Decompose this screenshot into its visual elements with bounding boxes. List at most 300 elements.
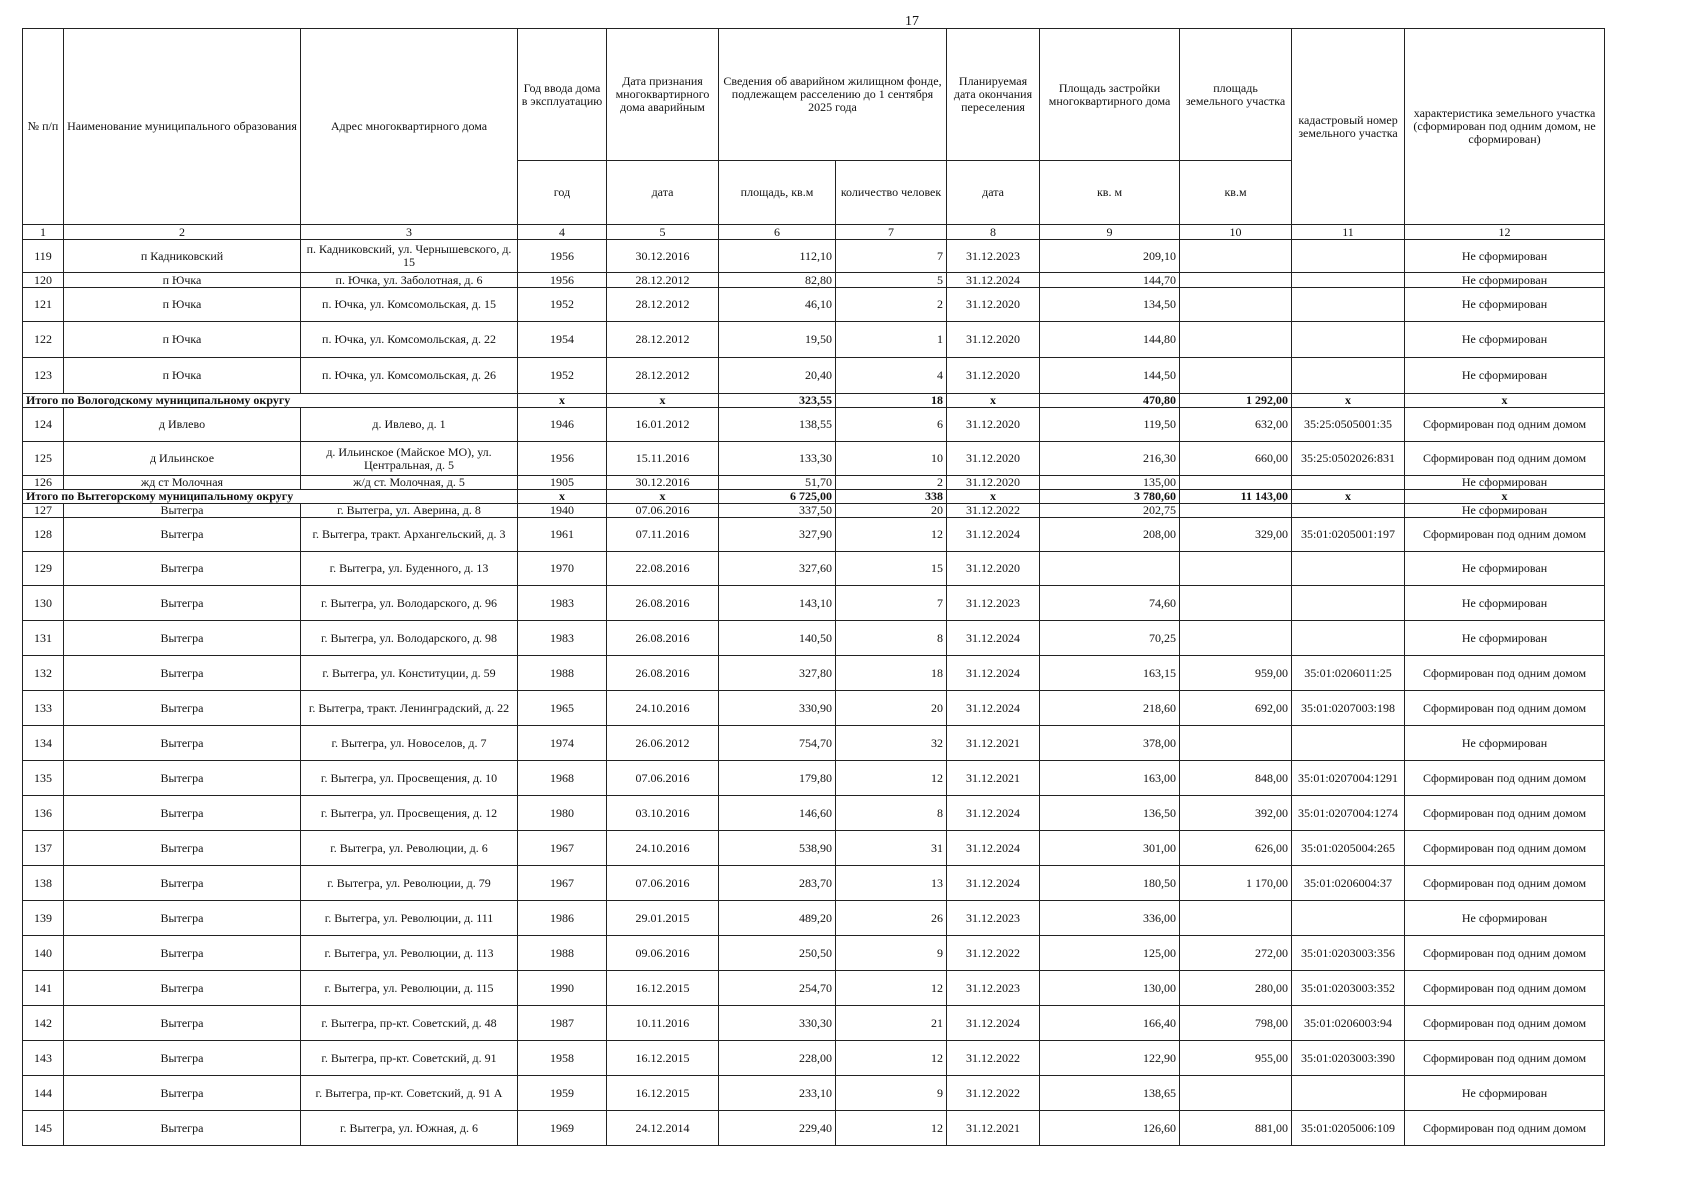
date-emergency: 16.12.2015: [607, 971, 719, 1006]
total-year: x: [518, 490, 607, 504]
table-row: [23, 831, 1605, 866]
year-commission: 1956: [518, 273, 607, 288]
building-area: 119,50: [1040, 408, 1180, 442]
cadastral-number: 35:01:0207004:1274: [1292, 796, 1405, 831]
column-number: 6: [719, 225, 836, 240]
emergency-housing-table: [22, 28, 1605, 1146]
municipality: Вытегра: [64, 552, 301, 586]
area-sqm: 754,70: [719, 726, 836, 761]
plot-area: [1180, 504, 1292, 518]
year-commission: 1968: [518, 761, 607, 796]
column-number: 8: [947, 225, 1040, 240]
building-area: 166,40: [1040, 1006, 1180, 1041]
row-number: 139: [23, 901, 64, 936]
plot-area: 660,00: [1180, 442, 1292, 476]
address: г. Вытегра, ул. Революции, д. 111: [301, 901, 518, 936]
table-row: [23, 322, 1605, 358]
plot-characteristic: Не сформирован: [1405, 504, 1605, 518]
plot-characteristic: Не сформирован: [1405, 586, 1605, 621]
header-cadastral: кадастровый номер земельного участка: [1292, 29, 1405, 225]
year-commission: 1959: [518, 1076, 607, 1111]
people-count: 32: [836, 726, 947, 761]
plot-area: 1 170,00: [1180, 866, 1292, 901]
cadastral-number: [1292, 322, 1405, 358]
column-number: 9: [1040, 225, 1180, 240]
building-area: 130,00: [1040, 971, 1180, 1006]
area-sqm: 330,90: [719, 691, 836, 726]
address: г. Вытегра, тракт. Архангельский, д. 3: [301, 518, 518, 552]
date-emergency: 26.06.2012: [607, 726, 719, 761]
address: ж/д ст. Молочная, д. 5: [301, 476, 518, 490]
row-number: 131: [23, 621, 64, 656]
year-commission: 1990: [518, 971, 607, 1006]
municipality: Вытегра: [64, 1006, 301, 1041]
row-number: 124: [23, 408, 64, 442]
table-row: [23, 726, 1605, 761]
year-commission: 1905: [518, 476, 607, 490]
year-commission: 1988: [518, 656, 607, 691]
area-sqm: 233,10: [719, 1076, 836, 1111]
total-building-area: 470,80: [1040, 394, 1180, 408]
cadastral-number: [1292, 1076, 1405, 1111]
year-commission: 1958: [518, 1041, 607, 1076]
plot-characteristic: Сформирован под одним домом: [1405, 656, 1605, 691]
header-planned-date: Планируемая дата окончания переселения: [947, 29, 1040, 161]
date-emergency: 16.12.2015: [607, 1041, 719, 1076]
people-count: 13: [836, 866, 947, 901]
table-row: [23, 586, 1605, 621]
area-sqm: 337,50: [719, 504, 836, 518]
building-area: 125,00: [1040, 936, 1180, 971]
total-date: x: [607, 394, 719, 408]
header-date-emergency: Дата признания многоквартирного дома аварийным: [607, 29, 719, 161]
row-number: 145: [23, 1111, 64, 1146]
year-commission: 1983: [518, 621, 607, 656]
column-number: 11: [1292, 225, 1405, 240]
cadastral-number: 35:01:0207004:1291: [1292, 761, 1405, 796]
table-row: [23, 358, 1605, 394]
plot-area: 392,00: [1180, 796, 1292, 831]
municipality: Вытегра: [64, 586, 301, 621]
area-sqm: 327,80: [719, 656, 836, 691]
planned-date: 31.12.2020: [947, 408, 1040, 442]
date-emergency: 28.12.2012: [607, 273, 719, 288]
people-count: 2: [836, 476, 947, 490]
total-row: [23, 394, 1605, 408]
year-commission: 1969: [518, 1111, 607, 1146]
table-row: [23, 518, 1605, 552]
table-row: [23, 552, 1605, 586]
column-number: 5: [607, 225, 719, 240]
cadastral-number: [1292, 726, 1405, 761]
planned-date: 31.12.2022: [947, 1076, 1040, 1111]
plot-area: [1180, 273, 1292, 288]
address: п. Ючка, ул. Комсомольская, д. 15: [301, 288, 518, 322]
municipality: Вытегра: [64, 726, 301, 761]
cadastral-number: 35:25:0502026:831: [1292, 442, 1405, 476]
planned-date: 31.12.2023: [947, 586, 1040, 621]
table-row: [23, 1076, 1605, 1111]
plot-characteristic: Сформирован под одним домом: [1405, 936, 1605, 971]
row-number: 126: [23, 476, 64, 490]
plot-area: 848,00: [1180, 761, 1292, 796]
table-row: [23, 971, 1605, 1006]
column-number: 1: [23, 225, 64, 240]
header-municipality: Наименование муниципального образования: [64, 29, 301, 225]
plot-characteristic: Сформирован под одним домом: [1405, 796, 1605, 831]
people-count: 9: [836, 936, 947, 971]
cadastral-number: [1292, 504, 1405, 518]
planned-date: 31.12.2020: [947, 288, 1040, 322]
row-number: 130: [23, 586, 64, 621]
municipality: Вытегра: [64, 656, 301, 691]
municipality: Вытегра: [64, 621, 301, 656]
municipality: д Ильинское: [64, 442, 301, 476]
planned-date: 31.12.2024: [947, 831, 1040, 866]
area-sqm: 489,20: [719, 901, 836, 936]
people-count: 8: [836, 796, 947, 831]
address: г. Вытегра, ул. Конституции, д. 59: [301, 656, 518, 691]
plot-area: 626,00: [1180, 831, 1292, 866]
column-number: 10: [1180, 225, 1292, 240]
cadastral-number: [1292, 476, 1405, 490]
cadastral-number: 35:01:0206004:37: [1292, 866, 1405, 901]
plot-area: 955,00: [1180, 1041, 1292, 1076]
row-number: 123: [23, 358, 64, 394]
planned-date: 31.12.2020: [947, 442, 1040, 476]
people-count: 12: [836, 971, 947, 1006]
column-number: 12: [1405, 225, 1605, 240]
date-emergency: 30.12.2016: [607, 476, 719, 490]
people-count: 6: [836, 408, 947, 442]
area-sqm: 20,40: [719, 358, 836, 394]
building-area: 144,70: [1040, 273, 1180, 288]
date-emergency: 03.10.2016: [607, 796, 719, 831]
municipality: Вытегра: [64, 761, 301, 796]
date-emergency: 07.06.2016: [607, 761, 719, 796]
year-commission: 1988: [518, 936, 607, 971]
row-number: 132: [23, 656, 64, 691]
plot-characteristic: Сформирован под одним домом: [1405, 1006, 1605, 1041]
plot-area: [1180, 358, 1292, 394]
total-characteristic: x: [1405, 394, 1605, 408]
address: п. Кадниковский, ул. Чернышевского, д. 15: [301, 240, 518, 273]
planned-date: 31.12.2024: [947, 273, 1040, 288]
year-commission: 1952: [518, 358, 607, 394]
total-cadastral: x: [1292, 394, 1405, 408]
people-count: 9: [836, 1076, 947, 1111]
address: д. Ивлево, д. 1: [301, 408, 518, 442]
plot-area: 881,00: [1180, 1111, 1292, 1146]
building-area: 144,80: [1040, 322, 1180, 358]
people-count: 31: [836, 831, 947, 866]
plot-area: [1180, 726, 1292, 761]
municipality: Вытегра: [64, 936, 301, 971]
date-emergency: 07.06.2016: [607, 504, 719, 518]
header-sub-build-unit: кв. м: [1040, 161, 1180, 225]
year-commission: 1956: [518, 442, 607, 476]
cadastral-number: [1292, 621, 1405, 656]
table-row: [23, 796, 1605, 831]
plot-characteristic: Сформирован под одним домом: [1405, 518, 1605, 552]
plot-area: [1180, 901, 1292, 936]
year-commission: 1961: [518, 518, 607, 552]
header-emergency-fund: Сведения об аварийном жилищном фонде, подлежащем расселению до 1 сентября 2025 года: [719, 29, 947, 161]
municipality: п Ючка: [64, 288, 301, 322]
area-sqm: 138,55: [719, 408, 836, 442]
plot-characteristic: Сформирован под одним домом: [1405, 831, 1605, 866]
column-number: 4: [518, 225, 607, 240]
year-commission: 1967: [518, 866, 607, 901]
building-area: 336,00: [1040, 901, 1180, 936]
planned-date: 31.12.2024: [947, 1006, 1040, 1041]
total-plan-date: x: [947, 490, 1040, 504]
row-number: 119: [23, 240, 64, 273]
header-plot-area: площадь земельного участка: [1180, 29, 1292, 161]
date-emergency: 10.11.2016: [607, 1006, 719, 1041]
municipality: Вытегра: [64, 901, 301, 936]
year-commission: 1940: [518, 504, 607, 518]
plot-area: 959,00: [1180, 656, 1292, 691]
plot-characteristic: Сформирован под одним домом: [1405, 971, 1605, 1006]
cadastral-number: 35:01:0207003:198: [1292, 691, 1405, 726]
building-area: 202,75: [1040, 504, 1180, 518]
cadastral-number: [1292, 552, 1405, 586]
building-area: 144,50: [1040, 358, 1180, 394]
address: г. Вытегра, ул. Просвещения, д. 12: [301, 796, 518, 831]
plot-area: [1180, 586, 1292, 621]
municipality: п Ючка: [64, 273, 301, 288]
plot-characteristic: Не сформирован: [1405, 476, 1605, 490]
column-number-row: [23, 225, 1605, 240]
planned-date: 31.12.2023: [947, 971, 1040, 1006]
plot-characteristic: Сформирован под одним домом: [1405, 761, 1605, 796]
planned-date: 31.12.2024: [947, 866, 1040, 901]
total-plot-area: 1 292,00: [1180, 394, 1292, 408]
people-count: 12: [836, 518, 947, 552]
header-sub-plot-unit: кв.м: [1180, 161, 1292, 225]
total-people: 18: [836, 394, 947, 408]
municipality: д Ивлево: [64, 408, 301, 442]
planned-date: 31.12.2024: [947, 691, 1040, 726]
header-year-commission: Год ввода дома в эксплуатацию: [518, 29, 607, 161]
area-sqm: 51,70: [719, 476, 836, 490]
plot-characteristic: Не сформирован: [1405, 322, 1605, 358]
municipality: Вытегра: [64, 1111, 301, 1146]
planned-date: 31.12.2022: [947, 504, 1040, 518]
building-area: 301,00: [1040, 831, 1180, 866]
planned-date: 31.12.2024: [947, 621, 1040, 656]
header-plot-characteristic: характеристика земельного участка (сформирован под одним домом, не сформирован): [1405, 29, 1605, 225]
cadastral-number: 35:01:0205004:265: [1292, 831, 1405, 866]
plot-characteristic: Не сформирован: [1405, 552, 1605, 586]
people-count: 15: [836, 552, 947, 586]
plot-area: [1180, 621, 1292, 656]
area-sqm: 140,50: [719, 621, 836, 656]
plot-characteristic: Сформирован под одним домом: [1405, 442, 1605, 476]
plot-area: [1180, 322, 1292, 358]
area-sqm: 254,70: [719, 971, 836, 1006]
address: г. Вытегра, ул. Революции, д. 79: [301, 866, 518, 901]
header-num: № п/п: [23, 29, 64, 225]
people-count: 12: [836, 761, 947, 796]
plot-area: 632,00: [1180, 408, 1292, 442]
plot-characteristic: Сформирован под одним домом: [1405, 408, 1605, 442]
people-count: 2: [836, 288, 947, 322]
date-emergency: 26.08.2016: [607, 586, 719, 621]
municipality: Вытегра: [64, 691, 301, 726]
column-number: 7: [836, 225, 947, 240]
address: г. Вытегра, ул. Новоселов, д. 7: [301, 726, 518, 761]
building-area: 138,65: [1040, 1076, 1180, 1111]
people-count: 18: [836, 656, 947, 691]
total-building-area: 3 780,60: [1040, 490, 1180, 504]
building-area: 134,50: [1040, 288, 1180, 322]
date-emergency: 28.12.2012: [607, 322, 719, 358]
planned-date: 31.12.2020: [947, 358, 1040, 394]
total-row: [23, 490, 1605, 504]
plot-area: [1180, 1076, 1292, 1111]
cadastral-number: [1292, 358, 1405, 394]
plot-characteristic: Не сформирован: [1405, 726, 1605, 761]
plot-area: [1180, 552, 1292, 586]
cadastral-number: [1292, 240, 1405, 273]
date-emergency: 30.12.2016: [607, 240, 719, 273]
planned-date: 31.12.2023: [947, 240, 1040, 273]
row-number: 133: [23, 691, 64, 726]
address: п. Ючка, ул. Комсомольская, д. 22: [301, 322, 518, 358]
header-sub-plan-date: дата: [947, 161, 1040, 225]
year-commission: 1954: [518, 322, 607, 358]
people-count: 7: [836, 240, 947, 273]
area-sqm: 538,90: [719, 831, 836, 866]
year-commission: 1946: [518, 408, 607, 442]
row-number: 140: [23, 936, 64, 971]
table-row: [23, 866, 1605, 901]
area-sqm: 179,80: [719, 761, 836, 796]
address: г. Вытегра, ул. Аверина, д. 8: [301, 504, 518, 518]
municipality: Вытегра: [64, 971, 301, 1006]
municipality: п Кадниковский: [64, 240, 301, 273]
header-sub-date: дата: [607, 161, 719, 225]
area-sqm: 82,80: [719, 273, 836, 288]
plot-area: 692,00: [1180, 691, 1292, 726]
row-number: 143: [23, 1041, 64, 1076]
people-count: 26: [836, 901, 947, 936]
date-emergency: 26.08.2016: [607, 621, 719, 656]
municipality: п Ючка: [64, 322, 301, 358]
cadastral-number: 35:01:0205001:197: [1292, 518, 1405, 552]
address: г. Вытегра, ул. Буденного, д. 13: [301, 552, 518, 586]
area-sqm: 327,90: [719, 518, 836, 552]
row-number: 128: [23, 518, 64, 552]
people-count: 20: [836, 691, 947, 726]
address: г. Вытегра, пр-кт. Советский, д. 91: [301, 1041, 518, 1076]
total-plan-date: x: [947, 394, 1040, 408]
year-commission: 1987: [518, 1006, 607, 1041]
plot-characteristic: Не сформирован: [1405, 621, 1605, 656]
plot-area: [1180, 288, 1292, 322]
plot-area: [1180, 476, 1292, 490]
area-sqm: 143,10: [719, 586, 836, 621]
row-number: 141: [23, 971, 64, 1006]
table-row: [23, 1006, 1605, 1041]
plot-characteristic: Не сформирован: [1405, 273, 1605, 288]
plot-characteristic: Не сформирован: [1405, 1076, 1605, 1111]
people-count: 5: [836, 273, 947, 288]
column-number: 3: [301, 225, 518, 240]
header-building-area: Площадь застройки многоквартирного дома: [1040, 29, 1180, 161]
year-commission: 1983: [518, 586, 607, 621]
cadastral-number: 35:01:0203003:352: [1292, 971, 1405, 1006]
page-number: 17: [905, 14, 919, 29]
table-row: [23, 240, 1605, 273]
table-row: [23, 936, 1605, 971]
area-sqm: 330,30: [719, 1006, 836, 1041]
table-body: [23, 240, 1605, 1146]
total-date: x: [607, 490, 719, 504]
address: г. Вытегра, ул. Революции, д. 113: [301, 936, 518, 971]
people-count: 12: [836, 1111, 947, 1146]
table-row: [23, 901, 1605, 936]
building-area: 208,00: [1040, 518, 1180, 552]
header-sub-year: год: [518, 161, 607, 225]
building-area: [1040, 552, 1180, 586]
address: г. Вытегра, ул. Володарского, д. 96: [301, 586, 518, 621]
address: п. Ючка, ул. Заболотная, д. 6: [301, 273, 518, 288]
cadastral-number: 35:01:0203003:390: [1292, 1041, 1405, 1076]
address: г. Вытегра, тракт. Ленинградский, д. 22: [301, 691, 518, 726]
cadastral-number: [1292, 901, 1405, 936]
plot-characteristic: Не сформирован: [1405, 901, 1605, 936]
planned-date: 31.12.2024: [947, 518, 1040, 552]
plot-area: 329,00: [1180, 518, 1292, 552]
building-area: 74,60: [1040, 586, 1180, 621]
people-count: 8: [836, 621, 947, 656]
building-area: 136,50: [1040, 796, 1180, 831]
date-emergency: 24.10.2016: [607, 691, 719, 726]
date-emergency: 24.12.2014: [607, 1111, 719, 1146]
plot-characteristic: Не сформирован: [1405, 358, 1605, 394]
building-area: 180,50: [1040, 866, 1180, 901]
area-sqm: 250,50: [719, 936, 836, 971]
area-sqm: 19,50: [719, 322, 836, 358]
address: г. Вытегра, ул. Революции, д. 115: [301, 971, 518, 1006]
building-area: 163,00: [1040, 761, 1180, 796]
date-emergency: 24.10.2016: [607, 831, 719, 866]
planned-date: 31.12.2020: [947, 322, 1040, 358]
table-row: [23, 691, 1605, 726]
municipality: Вытегра: [64, 1076, 301, 1111]
people-count: 20: [836, 504, 947, 518]
area-sqm: 146,60: [719, 796, 836, 831]
address: г. Вытегра, ул. Южная, д. 6: [301, 1111, 518, 1146]
municipality: Вытегра: [64, 1041, 301, 1076]
total-area: 323,55: [719, 394, 836, 408]
planned-date: 31.12.2022: [947, 936, 1040, 971]
planned-date: 31.12.2021: [947, 1111, 1040, 1146]
row-number: 136: [23, 796, 64, 831]
municipality: Вытегра: [64, 831, 301, 866]
cadastral-number: 35:01:0206011:25: [1292, 656, 1405, 691]
cadastral-number: 35:01:0205006:109: [1292, 1111, 1405, 1146]
municipality: жд ст Молочная: [64, 476, 301, 490]
total-people: 338: [836, 490, 947, 504]
people-count: 10: [836, 442, 947, 476]
planned-date: 31.12.2021: [947, 761, 1040, 796]
cadastral-number: [1292, 288, 1405, 322]
total-year: x: [518, 394, 607, 408]
